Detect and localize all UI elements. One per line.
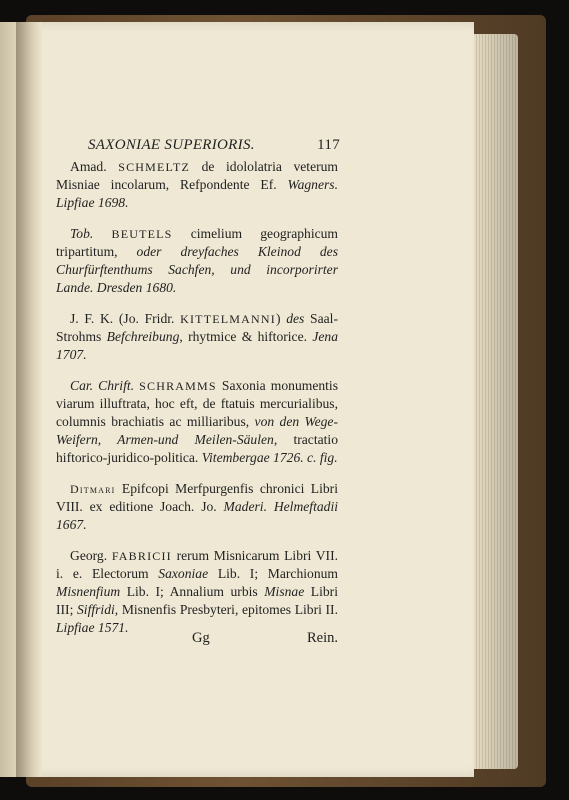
entry-text: Car. Chrift. xyxy=(70,378,140,393)
catchword: Rein. xyxy=(306,630,338,646)
bibliography-entry xyxy=(56,547,338,637)
entry-text: Lipfiae 1571. xyxy=(56,620,129,635)
entry-text: FABRICII xyxy=(111,549,172,563)
entry-text: Saxoniae xyxy=(158,566,209,581)
entry-text: J. F. K. (Jo. Fridr. xyxy=(70,311,181,326)
entry-text: Misnae xyxy=(264,584,305,599)
entry-text: , rhytmice & hiftorice. xyxy=(179,329,313,344)
entry-text: SCHMELTZ xyxy=(118,160,191,174)
entry-text: Maderi. Helmeftadii 1667. xyxy=(56,499,338,532)
entry-text: Saxonia monumentis viarum illuftrata, hoc eft, de ftatuis mercurialibus, columnis brachiatis ac milliaribus, xyxy=(56,378,338,429)
running-header xyxy=(88,137,340,154)
signature-mark: Gg xyxy=(192,630,210,646)
entry-text: cimelium geographicum tripartitum, xyxy=(56,226,339,259)
entry-text: Ef. xyxy=(260,177,277,192)
entry-text: Siffridi xyxy=(77,602,115,617)
entry-text: Saal-Strohms xyxy=(56,311,338,344)
entry-text: Befchreibung xyxy=(106,329,180,344)
entry-text: von den Wege-Weifern, Armen-und Meilen-Säulen, xyxy=(56,414,338,447)
entry-text: des xyxy=(286,311,305,326)
bibliography-entry xyxy=(56,158,338,212)
entry-text: Libri III; xyxy=(56,584,338,617)
entry-text: Vitembergae 1726. c. fig. xyxy=(201,450,338,465)
entry-text: Lib. I; Annalium urbis xyxy=(120,584,265,599)
page-number: 117 xyxy=(317,137,340,153)
entry-text: Wagners. Lipfiae 1698. xyxy=(56,177,338,210)
bibliography-entry xyxy=(56,225,338,297)
entry-text: Amad. xyxy=(70,159,119,174)
bibliography-entry xyxy=(56,310,338,364)
running-title: SAXONIAE SUPERIORIS. xyxy=(88,137,255,153)
entry-text: Tob. xyxy=(70,226,112,241)
entry-text: SCHRAMMS xyxy=(139,379,217,393)
entry-text: Ditmari xyxy=(70,482,116,496)
entry-text: Lib. I; Marchionum xyxy=(208,566,339,581)
entry-text: , Misnenfis Presbyteri, epitomes Libri II. xyxy=(114,602,338,617)
entry-text: tractatio hiftorico-juridico-politica. xyxy=(56,432,338,465)
entry-text: ) xyxy=(275,311,287,326)
entry-text: BEUTELS xyxy=(111,227,173,241)
entry-text: rerum Misnicarum Libri VII. i. e. Electorum xyxy=(56,548,339,581)
entry-text: KITTELMANNI xyxy=(180,312,276,326)
entry-text: Misnenfium xyxy=(56,584,121,599)
entry-text: de idololatria veterum Misniae incolarum, Refpondente xyxy=(56,159,338,192)
entry-text: Epifcopi Merfpurgenfis chronici Libri VIII. ex editione Joach. Jo. xyxy=(56,481,338,514)
bibliography-list xyxy=(56,158,338,650)
entry-text: oder dreyfaches Kleinod des Churfürftenthums Sachfen, und incorporirter Lande. Dresden 1680. xyxy=(56,244,339,295)
bibliography-entry xyxy=(56,480,338,534)
entry-text: Jena 1707. xyxy=(56,329,338,362)
gutter xyxy=(16,22,42,777)
entry-text: Georg. xyxy=(70,548,112,563)
bibliography-entry xyxy=(56,377,338,467)
